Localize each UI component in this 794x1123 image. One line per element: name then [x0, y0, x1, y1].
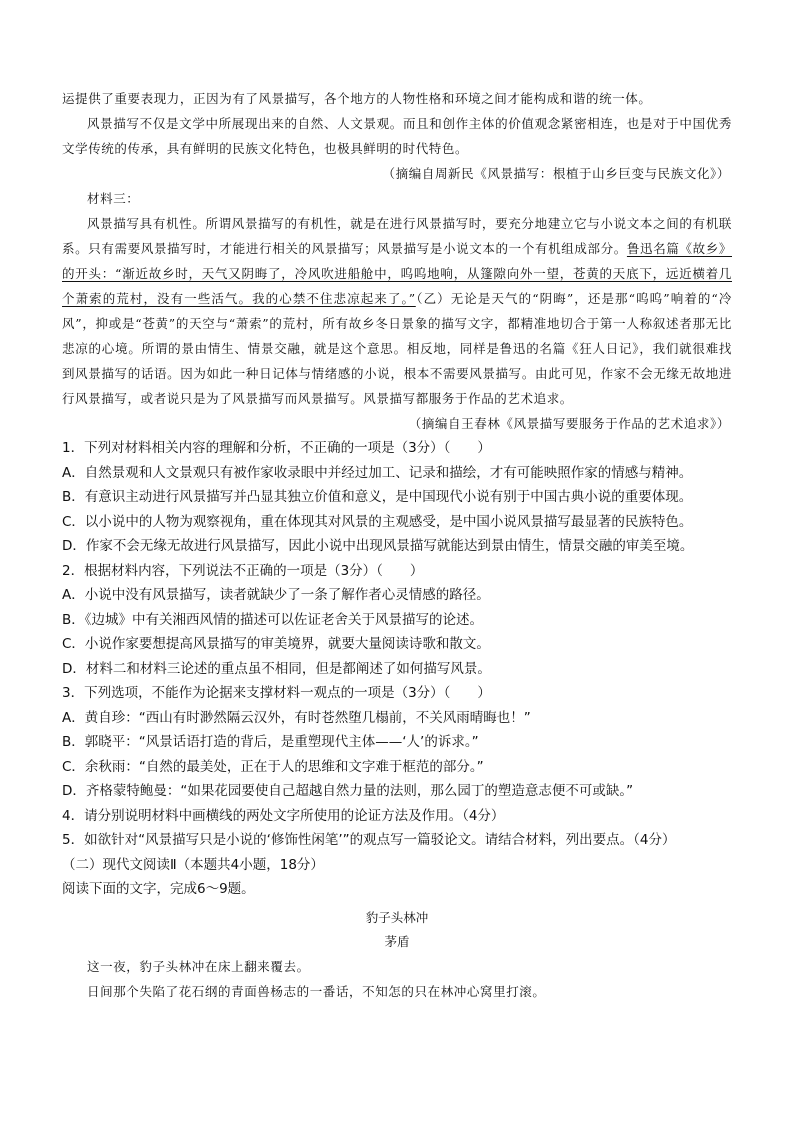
material-two-paragraph: 风景描写不仅是文学中所展现出来的自然、人文景观。而且和创作主体的价值观念紧密相连，也是对于中国优秀文学传统的传承，具有鲜明的民族文化特色，也极具鲜明的时代特色。	[62, 116, 732, 156]
question-3: 3．下列选项，不能作为论据来支撑材料一观点的一项是（3分）（ ）	[62, 685, 491, 701]
question-2-option-d: D．材料二和材料三论述的重点虽不相同，但是都阐述了如何描写风景。	[62, 660, 491, 677]
material-three-text-2: （乙）无论是天气的“阴晦”，还是那“呜呜”响着的“冷风”，抑或是“苍黄”的天空与“萧索”的荒村，所有故乡冬日景象的描写文字，都精准地切合于第一人称叙述者那无比悲凉的心境。所谓的景由情生、情景交融，就是这个意思。相反地，同样是鲁迅的名篇《狂人日记》，我们就很难找到风景描写的话语。因为如此一种日记体与情绪感的小说，根本不需要风景描写。由此可见，作家不会无缘无故地进行风景描写，或者说只是为了风景描写而风景描写。风景描写都服务于作品的艺术追求。	[62, 291, 732, 406]
question-5: 5．如欲针对“风景描写只是小说的‘修饰性闲笔’”的观点写一篇驳论文。请结合材料，列出要点。（4分）	[62, 832, 676, 848]
question-1-option-b: B．有意识主动进行风景描写并凸显其独立价值和意义，是中国现代小说有别于中国古典小说的重要体现。	[62, 489, 693, 505]
question-1: 1．下列对材料相关内容的理解和分析，不正确的一项是（3分）（ ）	[62, 440, 491, 456]
material-three-source: （摘编自王春林《风景描写要服务于作品的艺术追求》）	[408, 416, 730, 431]
story-line-2: 日间那个失陷了花石纲的青面兽杨志的一番话，不知怎的只在林冲心窝里打滚。	[87, 983, 546, 999]
question-3-option-a: A．黄自珍：“西山有时渺然隔云汉外，有时苍然堕几榻前，不关风雨晴晦也！”	[62, 709, 531, 726]
material-two-source: （摘编自周新民《风景描写：根植于山乡巨变与民族文化》）	[382, 166, 730, 181]
question-3-option-d: D．齐格蒙特鲍曼：“如果花园要使自己超越自然力量的法则，那么园丁的塑造意志便不可或缺。”	[62, 783, 634, 799]
exam-page	[62, 86, 732, 1004]
story-section	[62, 906, 732, 1004]
material-three-paragraph	[62, 211, 732, 411]
material-three-underlined-text: 鲁迅名篇《故乡》的开头：“渐近故乡时，天气又阴晦了，冷风吹进船舱中，呜呜地响，从篷隙向外一望，苍黄的天底下，远近横着几个萧索的荒村，没有一些活气。我的心禁不住悲凉起来了。”	[62, 241, 732, 306]
question-2-option-a: A．小说中没有风景描写，读者就缺少了一条了解作者心灵情感的路径。	[62, 587, 490, 603]
section-two-instruction: 阅读下面的文字，完成6～9题。	[62, 881, 255, 897]
story-line-1: 这一夜，豹子头林冲在床上翻来覆去。	[87, 958, 310, 974]
question-1-option-a: A．自然景观和人文景观只有被作家收录眼中并经过加工、记录和描绘，才有可能映照作家的情感与精神。	[62, 464, 693, 481]
question-3-option-b: B．郭晓平：“风景话语打造的背后，是重塑现代主体——‘人’的诉求。”	[62, 734, 479, 750]
question-2: 2．根据材料内容，下列说法不正确的一项是（3分）（ ）	[62, 562, 424, 579]
material-two-paragraph-end: 运提供了重要表现力，正因为有了风景描写，各个地方的人物性格和环境之间才能构成和谐的统一体。	[62, 91, 652, 106]
story-title: 豹子头林冲	[365, 909, 429, 925]
section-two-heading: （二）现代文阅读Ⅱ（本题共4小题，18分）	[62, 856, 324, 873]
question-3-option-c: C．余秋雨：“自然的最美处，正在于人的思维和文字难于框范的部分。”	[62, 758, 484, 775]
material-three-text-1: 风景描写具有机性。所谓风景描写的有机性，就是在进行风景描写时，要充分地建立它与小说文本之间的有机联系。只有需要风景描写时，才能进行相关的风景描写；风景描写是小说文本的一个有机组成部分。	[62, 216, 732, 256]
story-body	[62, 954, 732, 1004]
question-2-option-b: B．《边城》中有关湘西风情的描述可以佐证老舍关于风景描写的论述。	[62, 611, 484, 628]
material-three-section	[62, 186, 732, 436]
material-three-label: 材料三：	[87, 191, 140, 206]
questions-section	[62, 436, 732, 902]
question-2-option-c: C．小说作家要想提高风景描写的审美境界，就要大量阅读诗歌和散文。	[62, 636, 490, 652]
material-two-section	[62, 86, 732, 186]
question-1-option-d: D．作家不会无缘无故进行风景描写，因此小说中出现风景描写就能达到景由情生，情景交融的审美至境。	[62, 538, 694, 554]
story-author: 茅盾	[384, 933, 410, 949]
question-1-option-c: C．以小说中的人物为观察视角，重在体现其对风景的主观感受，是中国小说风景描写最显著的民族特色。	[62, 513, 693, 530]
question-4: 4．请分别说明材料中画横线的两处文字所使用的论证方法及作用。（4分）	[62, 807, 505, 824]
